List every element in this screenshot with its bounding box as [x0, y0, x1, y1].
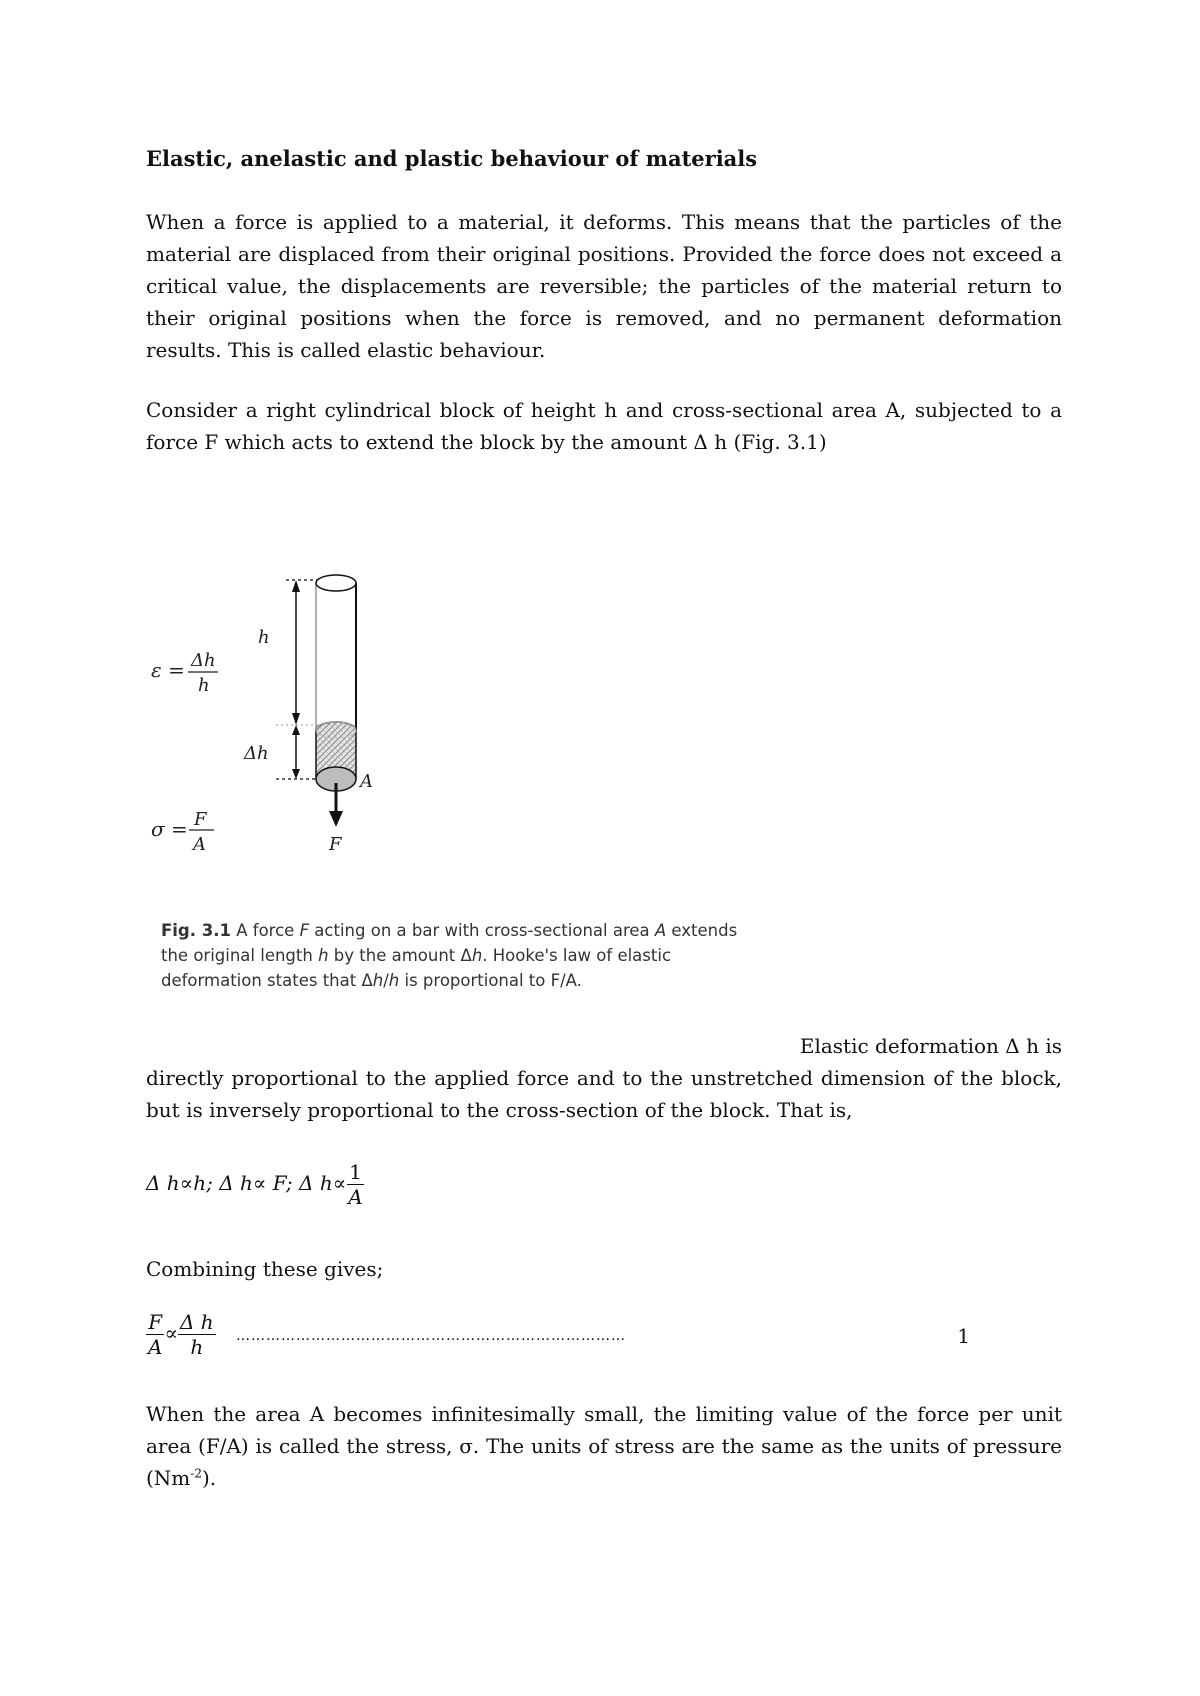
fraction-F-over-A: $\frac{F}{A}$ — [148, 1310, 163, 1359]
paragraph-proportionality: directly proportional to the applied force and to the unstretched dimension of the block, but is inversely proportional to the cross-section of the block. That is, — [146, 1066, 1062, 1122]
strain-lhs: ε = — [151, 658, 185, 682]
label-h: h — [258, 627, 270, 648]
strain-denominator: h — [198, 675, 210, 696]
equation-number: 1 — [957, 1324, 970, 1348]
label-delta-h: Δh — [244, 743, 269, 764]
paragraph-elastic-deformation-lead: Elastic deformation Δ h is — [799, 1034, 1062, 1058]
label-A: A — [360, 771, 373, 792]
cylinder-bar — [316, 575, 356, 791]
strain-numerator: Δh — [191, 650, 216, 671]
leader-dots: …………………………………………………………………… — [236, 1328, 626, 1344]
paragraph-combining: Combining these gives; — [146, 1257, 384, 1281]
section-title: Elastic, anelastic and plastic behaviour of materials — [146, 146, 758, 171]
paragraph-cylindrical-block: Consider a right cylindrical block of height h and cross-sectional area A, subjected to a force F which acts to extend the block by the amount Δ h (Fig. 3.1) — [146, 398, 1062, 454]
paragraph-stress-definition: When the area A becomes infinitesimally small, the limiting value of the force per unit area (F/A) is called the stress, σ. The units of stress are the same as the units of pressure $(Nm^{-2})$. — [146, 1402, 1062, 1490]
stress-numerator: F — [194, 809, 207, 830]
paragraph-elastic-behaviour: When a force is applied to a material, it deforms. This means that the particles of the material are displaced from their original positions. Provided the force does not exceed a critical value, the displacements are reversible; the particles of the material return to their original positions when the force is removed, and no permanent deformation results. This is called elastic behaviour. — [146, 210, 1062, 362]
equation-1: $\frac{F}{A}$ ∝ $\frac{\text{Δ h}}{h}$ …………………………………………………………………… 1 — [148, 1310, 970, 1359]
label-F: F — [329, 834, 342, 855]
equation-proportionalities: Δ h∝h; Δ h∝ F; Δ h∝ $\frac{1}{A}$ — [146, 1160, 363, 1209]
fraction-dh-over-h: $\frac{\text{Δ h}}{h}$ — [180, 1310, 214, 1359]
stress-denominator: A — [193, 834, 206, 855]
caption-fig-number: Fig. 3.1 — [161, 921, 231, 940]
fraction-one-over-A: $\frac{1}{A}$ — [348, 1160, 363, 1209]
figure-caption: Fig. 3.1 A force F acting on a bar with cross-sectional area A extends the original length h by the amount Δh. Hooke's law of elastic deformation states that Δh/h is proportional to F/A. — [161, 921, 738, 990]
stress-lhs: σ = — [151, 817, 188, 841]
